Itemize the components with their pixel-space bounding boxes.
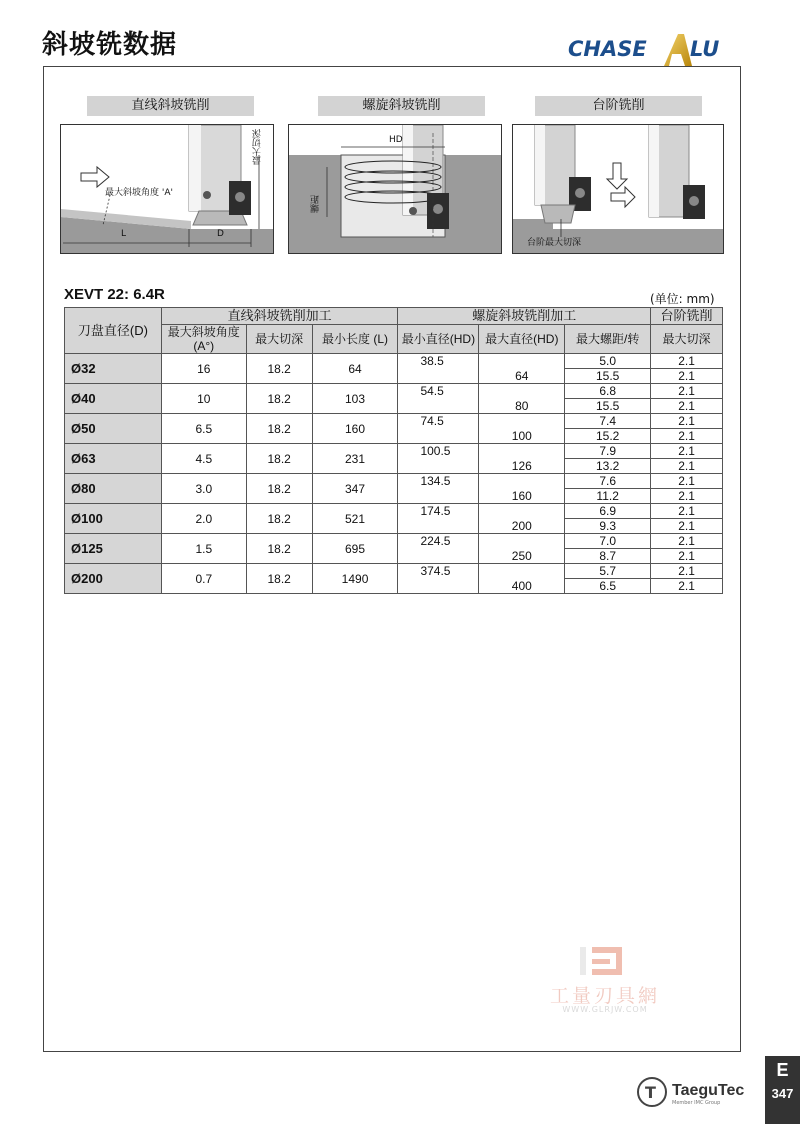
max-hd-cell: 250	[479, 549, 565, 564]
length-cell: 160	[312, 414, 398, 444]
depth-cell: 18.2	[246, 474, 312, 504]
step-depth-cell: 2.1	[651, 399, 723, 414]
max-hd-cell: 160	[479, 489, 565, 504]
diameter-cell: Ø125	[65, 534, 162, 564]
group-helical-header: 螺旋斜坡铣削加工	[398, 308, 651, 325]
step-depth-cell: 2.1	[651, 429, 723, 444]
step-depth-cell: 2.1	[651, 474, 723, 489]
watermark-url: WWW.GLRJW.COM	[562, 1005, 648, 1014]
pitch-cell: 6.9	[565, 504, 651, 519]
min-hd-cell: 374.5	[398, 564, 479, 579]
max-hd-cell: 126	[479, 459, 565, 474]
helical-ramping-diagram	[288, 124, 502, 254]
group-straight-header: 直线斜坡铣削加工	[161, 308, 398, 325]
step-milling-label: 台阶铣削	[535, 96, 702, 116]
length-cell: 347	[312, 474, 398, 504]
unit-label: (单位: mm)	[650, 292, 715, 306]
step-depth-cell: 2.1	[651, 369, 723, 384]
depth-cell: 18.2	[246, 384, 312, 414]
angle-cell: 2.0	[161, 504, 246, 534]
pitch-cell: 6.5	[565, 579, 651, 594]
col-diameter-header: 刀盘直径(D)	[65, 308, 162, 354]
length-cell: 695	[312, 534, 398, 564]
watermark-text: 工量刃具網	[549, 985, 660, 1007]
chasealu-logo	[568, 32, 748, 68]
step-depth-cell: 2.1	[651, 549, 723, 564]
step-milling-diagram	[512, 124, 724, 254]
angle-cell: 0.7	[161, 564, 246, 594]
ramp-angle-label: 最大斜坡角度 'A'	[105, 188, 173, 198]
angle-cell: 6.5	[161, 414, 246, 444]
sub-step-depth-header: 最大切深	[651, 325, 723, 354]
table-row	[65, 564, 723, 579]
pitch-cell: 7.4	[565, 414, 651, 429]
length-cell: 64	[312, 354, 398, 384]
pitch-cell: 15.5	[565, 399, 651, 414]
min-hd-cell: 38.5	[398, 354, 479, 369]
min-hd-cell: 224.5	[398, 534, 479, 549]
ramp-d-label: D	[217, 229, 224, 239]
ramping-data-table	[64, 307, 723, 594]
max-hd-cell: 64	[479, 369, 565, 384]
pitch-cell: 7.9	[565, 444, 651, 459]
sub-length-header: 最小长度 (L)	[312, 325, 398, 354]
diameter-cell: Ø200	[65, 564, 162, 594]
table-row	[65, 384, 723, 399]
pitch-cell: 8.7	[565, 549, 651, 564]
step-depth-cell: 2.1	[651, 579, 723, 594]
depth-cell: 18.2	[246, 534, 312, 564]
max-hd-cell: 80	[479, 399, 565, 414]
page-number: 347	[771, 1086, 794, 1101]
diameter-cell: Ø50	[65, 414, 162, 444]
angle-cell: 3.0	[161, 474, 246, 504]
maker-name: TaeguTec	[672, 1082, 745, 1099]
diameter-cell: Ø32	[65, 354, 162, 384]
helical-hd-label: HD	[389, 135, 403, 145]
maker-subtitle: Member IMC Group	[672, 1100, 721, 1106]
step-depth-cell: 2.1	[651, 489, 723, 504]
diameter-cell: Ø80	[65, 474, 162, 504]
table-row	[65, 444, 723, 459]
angle-cell: 1.5	[161, 534, 246, 564]
helical-ramping-label: 螺旋斜坡铣削	[318, 96, 485, 116]
min-hd-cell: 100.5	[398, 444, 479, 459]
sub-max-hd-header: 最大直径(HD)	[479, 325, 565, 354]
step-depth-cell: 2.1	[651, 414, 723, 429]
max-hd-cell: 100	[479, 429, 565, 444]
table-row	[65, 414, 723, 429]
diameter-cell: Ø63	[65, 444, 162, 474]
step-depth-cell: 2.1	[651, 534, 723, 549]
table-row	[65, 504, 723, 519]
sub-pitch-header: 最大螺距/转	[565, 325, 651, 354]
step-depth-label: 台阶最大切深	[527, 238, 582, 248]
svg-text:T: T	[645, 1083, 656, 1102]
depth-cell: 18.2	[246, 414, 312, 444]
table-row	[65, 474, 723, 489]
angle-cell: 16	[161, 354, 246, 384]
length-cell: 231	[312, 444, 398, 474]
min-hd-cell: 74.5	[398, 414, 479, 429]
min-hd-cell: 174.5	[398, 504, 479, 519]
step-depth-cell: 2.1	[651, 354, 723, 369]
table-row	[65, 534, 723, 549]
page-title: 斜坡铣数据	[42, 30, 178, 60]
section-tab	[765, 1056, 800, 1124]
group-step-header: 台阶铣削	[651, 308, 723, 325]
pitch-cell: 9.3	[565, 519, 651, 534]
step-depth-cell: 2.1	[651, 519, 723, 534]
depth-cell: 18.2	[246, 444, 312, 474]
depth-cell: 18.2	[246, 564, 312, 594]
pitch-cell: 5.0	[565, 354, 651, 369]
pitch-cell: 7.0	[565, 534, 651, 549]
straight-ramping-diagram	[60, 124, 274, 254]
pitch-cell: 15.2	[565, 429, 651, 444]
diameter-cell: Ø100	[65, 504, 162, 534]
max-hd-cell: 200	[479, 519, 565, 534]
straight-ramping-label: 直线斜坡铣削	[87, 96, 254, 116]
ramp-l-label: L	[121, 229, 127, 239]
step-depth-cell: 2.1	[651, 444, 723, 459]
min-hd-cell: 134.5	[398, 474, 479, 489]
watermark	[530, 945, 680, 1025]
length-cell: 521	[312, 504, 398, 534]
length-cell: 103	[312, 384, 398, 414]
step-depth-cell: 2.1	[651, 459, 723, 474]
section-letter: E	[776, 1060, 789, 1080]
depth-cell: 18.2	[246, 354, 312, 384]
step-depth-cell: 2.1	[651, 504, 723, 519]
sub-angle-header: 最大斜坡角度 (A°)	[161, 325, 246, 354]
svg-text:LU: LU	[690, 37, 720, 61]
sub-min-hd-header: 最小直径(HD)	[398, 325, 479, 354]
pitch-cell: 5.7	[565, 564, 651, 579]
max-hd-cell: 400	[479, 579, 565, 594]
watermark-logo-icon	[530, 945, 680, 981]
pitch-cell: 13.2	[565, 459, 651, 474]
pitch-cell: 15.5	[565, 369, 651, 384]
angle-cell: 10	[161, 384, 246, 414]
model-title: XEVT 22: 6.4R	[64, 286, 165, 303]
step-depth-cell: 2.1	[651, 384, 723, 399]
step-depth-cell: 2.1	[651, 564, 723, 579]
sub-depth-header: 最大切深	[246, 325, 312, 354]
helical-pitch-label: 螺距	[311, 195, 321, 213]
pitch-cell: 6.8	[565, 384, 651, 399]
ramp-depth-label: 最大切深	[253, 129, 263, 165]
depth-cell: 18.2	[246, 504, 312, 534]
diameter-cell: Ø40	[65, 384, 162, 414]
min-hd-cell: 54.5	[398, 384, 479, 399]
length-cell: 1490	[312, 564, 398, 594]
table-row	[65, 354, 723, 369]
angle-cell: 4.5	[161, 444, 246, 474]
pitch-cell: 11.2	[565, 489, 651, 504]
svg-text:CHASE: CHASE	[568, 37, 647, 61]
pitch-cell: 7.6	[565, 474, 651, 489]
